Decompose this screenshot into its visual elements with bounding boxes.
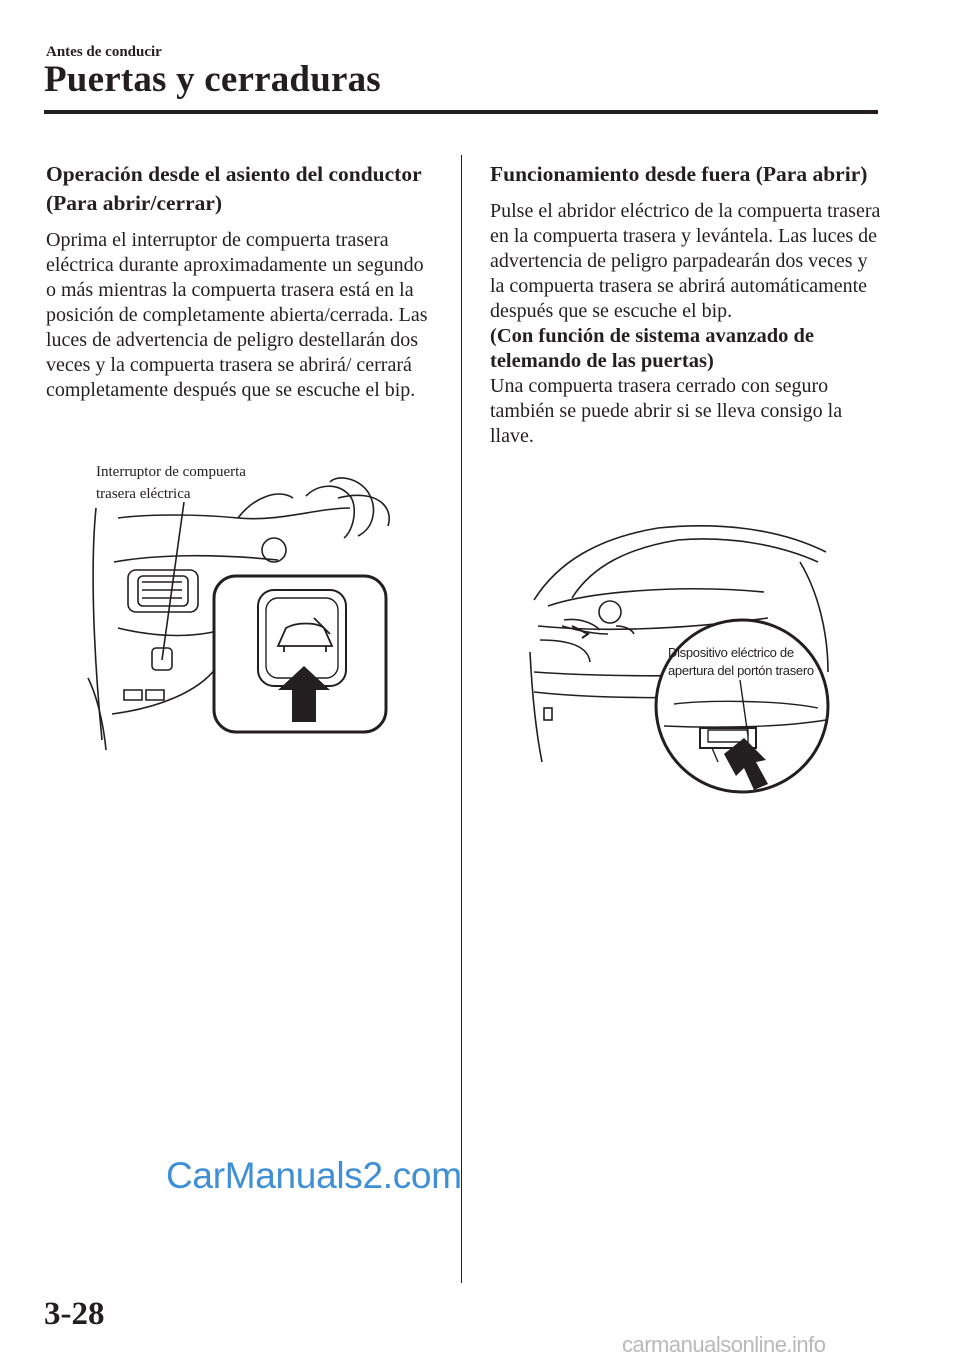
footer-site: carmanualsonline.info <box>622 1332 826 1357</box>
left-body: Oprima el interruptor de compuerta trasera eléctrica durante aproximadamente un segundo o más mientras la compuerta trasera está en la posición de completamente abierta/cerrada. Las luces de advertencia de peligro destellarán dos veces y la compuerta trasera se abrirá/ cerrará completamente después que se escuche el bip. <box>46 229 428 401</box>
right-body: Pulse el abridor eléctrico de la compuerta trasera en la compuerta trasera y levántela. Las luces de advertencia de peligro parpadearán dos veces y la compuerta trasera se abrirá automáticamente después que se escuche el bip. <box>490 200 881 322</box>
page-title: Puertas y cerraduras <box>44 59 381 100</box>
section-kicker: Antes de conducir <box>46 44 162 60</box>
liftgate-switch-illustration <box>88 478 398 750</box>
page-number: 3-28 <box>44 1296 105 1332</box>
right-figure-leader-line <box>728 680 758 740</box>
right-column <box>490 160 882 449</box>
title-rule <box>44 110 878 114</box>
right-figure-label-line1: Dispositivo eléctrico de <box>668 645 794 660</box>
column-divider <box>461 155 462 1283</box>
right-heading: Funcionamiento desde fuera (Para abrir) <box>490 162 868 186</box>
right-figure-label-line2: apertura del portón trasero <box>668 663 814 678</box>
right-subheading: (Con función de sistema avanzado de telemando de las puertas) <box>490 325 815 372</box>
left-column <box>46 160 436 403</box>
left-figure-label-line1: Interruptor de compuerta <box>96 464 246 480</box>
left-heading: Operación desde el asiento del conductor (Para abrir/cerrar) <box>46 162 422 215</box>
right-body2: Una compuerta trasera cerrado con seguro también se puede abrir si se lleva consigo la llave. <box>490 375 843 447</box>
left-figure-label-line2: trasera eléctrica <box>96 486 191 502</box>
watermark: CarManuals2.com <box>166 1155 462 1196</box>
